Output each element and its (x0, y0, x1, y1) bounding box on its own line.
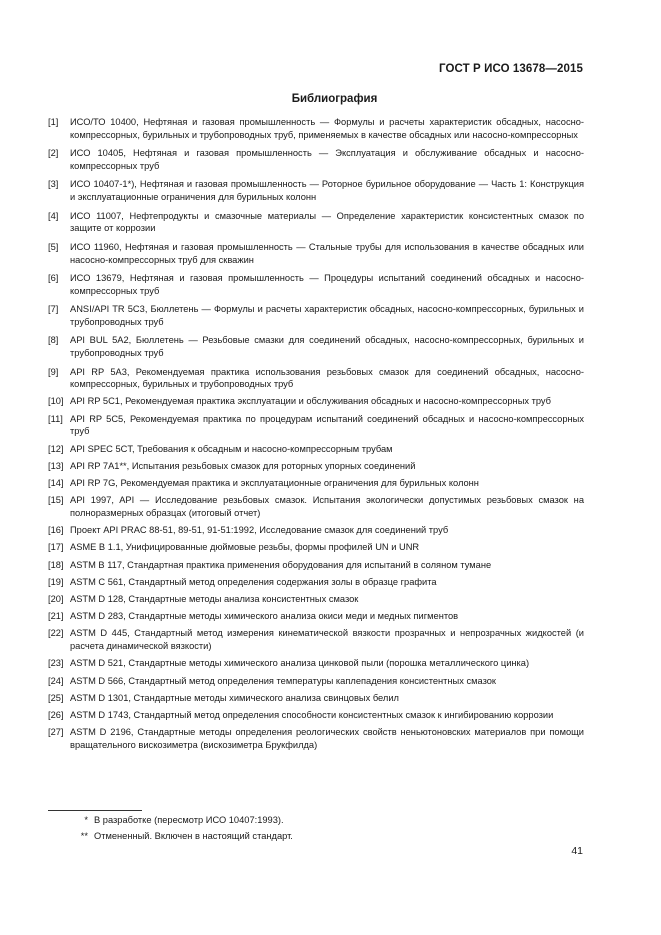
bibliography-item (48, 147, 584, 173)
reference-text: ASTM D 128, Стандартные методы анализа консистентных смазок (70, 593, 359, 604)
reference-number: [6] (48, 272, 59, 283)
reference-text: ASTM D 2196, Стандартные методы определения реологических свойств неньютоновских материалов при помощи вращательного вискозиметра (вискозиметра Брукфилда) (70, 727, 584, 750)
reference-number: [3] (48, 179, 59, 190)
reference-text: API RP 7G, Рекомендуемая практика и эксплуатационные ограничения для бурильных колонн (70, 478, 479, 489)
reference-number: [10] (48, 396, 64, 407)
reference-text: ASTM D 445, Стандартный метод измерения кинематической вязкости прозрачных и непрозрачных жидкостей (и расчета динамической вязкости) (70, 628, 584, 652)
reference-number: [14] (48, 478, 64, 489)
reference-number: [13] (48, 460, 64, 471)
reference-number: [20] (48, 593, 64, 604)
reference-number: [16] (48, 525, 64, 536)
reference-number: [22] (48, 628, 64, 639)
bibliography-item (48, 541, 584, 554)
reference-number: [11] (48, 413, 63, 424)
reference-text: ASTM D 521, Стандартные методы химического анализа цинковой пыли (порошка металлического цинка) (70, 658, 530, 669)
bibliography-item (48, 709, 584, 722)
reference-text: ИСО 10407-1*), Нефтяная и газовая промышленность — Роторное бурильное оборудование — Часть 1: Конструкция и эксплуатационные ограничения для бурильных колонн (70, 179, 584, 203)
reference-number: [7] (48, 304, 59, 315)
reference-number: [5] (48, 241, 59, 252)
reference-number: [25] (48, 692, 64, 703)
reference-text: ASTM D 1743, Стандартный метод определения способности консистентных смазок к ингибированию коррозии (70, 709, 554, 720)
reference-text: Проект API PRAC 88-51, 89-51, 91-51:1992, Исследование смазок для соединений труб (70, 525, 449, 536)
footnote (74, 828, 293, 844)
reference-text: ASTM C 561, Стандартный метод определения содержания золы в образце графита (70, 576, 437, 587)
footnote-mark: * (84, 815, 88, 825)
reference-text: ИСО 13679, Нефтяная и газовая промышленность — Процедуры испытаний соединений обсадных и насосно-компрессорных труб (70, 272, 584, 296)
reference-text: ASTM B 117, Стандартная практика применения оборудования для испытаний в соляном тумане (70, 559, 492, 570)
reference-text: API RP 5C1, Рекомендуемая практика эксплуатации и обслуживания обсадных и насосно-компрессорных труб (70, 396, 552, 407)
reference-text: ANSI/API TR 5C3, Бюллетень — Формулы и расчеты характеристик обсадных, насосно-компрессорных, бурильных и трубопроводных труб (70, 304, 584, 327)
bibliography-item (48, 272, 584, 298)
reference-number: [27] (48, 727, 64, 738)
reference-number: [9] (48, 366, 59, 377)
footnote-text: Отмененный. Включен в настоящий стандарт. (94, 831, 293, 841)
reference-number: [23] (48, 658, 64, 669)
reference-number: [15] (48, 495, 64, 506)
reference-number: [2] (48, 148, 59, 159)
reference-number: [19] (48, 576, 64, 587)
reference-number: [8] (48, 335, 59, 346)
footnote-divider (48, 810, 142, 811)
bibliography-item (48, 443, 584, 456)
footnote (74, 812, 293, 828)
footnotes (74, 812, 293, 844)
footnote-mark: ** (80, 831, 88, 841)
reference-number: [17] (48, 542, 64, 553)
reference-text: ASTM D 566, Стандартный метод определения температуры каплепадения консистентных смазок (70, 675, 496, 686)
reference-text: API RP 5A3, Рекомендуемая практика использования резьбовых смазок для соединений обсадных, насосно-компрессорных, бурильных и трубопроводных труб (70, 366, 584, 390)
reference-text: API 1997, API — Исследование резьбовых смазок. Испытания экологически допустимых резьбовых смазок на полноразмерных образцах (итоговый отчет) (70, 495, 584, 519)
reference-text: API RP 5C5, Рекомендуемая практика по процедурам испытаний соединений обсадных и насосно-компрессорных труб (70, 413, 584, 437)
bibliography-item (48, 413, 584, 439)
bibliography-item (48, 178, 584, 204)
reference-text: API SPEC 5CT, Требования к обсадным и насосно-компрессорным трубам (70, 443, 393, 454)
reference-text: ИСО 11007, Нефтепродукты и смазочные материалы — Определение характеристик консистентных смазок по защите от коррозии (70, 210, 584, 234)
bibliography-item (48, 241, 584, 267)
bibliography-item (48, 395, 584, 408)
bibliography-item (48, 334, 584, 360)
reference-text: ИСО 11960, Нефтяная и газовая промышленность — Стальные трубы для использования в качестве обсадных или насосно-компрессорных труб для скважин (70, 241, 584, 265)
bibliography-item (48, 657, 584, 670)
standard-designation: ГОСТ Р ИСО 13678—2015 (438, 63, 583, 75)
reference-number: [4] (48, 210, 59, 221)
reference-text: ASME B 1.1, Унифицированные дюймовые резьбы, формы профилей UN и UNR (70, 542, 420, 553)
reference-number: [26] (48, 709, 64, 720)
bibliography-item (48, 477, 584, 490)
reference-text: API RP 7A1**, Испытания резьбовых смазок для роторных упорных соединений (70, 460, 416, 471)
bibliography-item (48, 692, 584, 705)
bibliography-item (48, 675, 584, 688)
bibliography-item (48, 210, 584, 236)
bibliography-item (48, 726, 584, 752)
bibliography-item (48, 559, 584, 572)
reference-text: ASTM D 1301, Стандартные методы химического анализа свинцовых белил (70, 692, 399, 703)
reference-number: [12] (48, 443, 64, 454)
bibliography-item (48, 610, 584, 623)
bibliography-item (48, 524, 584, 537)
reference-text: ИСО 10405, Нефтяная и газовая промышленность — Эксплуатация и обслуживание обсадных и насосно-компрессорных труб (70, 148, 584, 171)
bibliography-item (48, 576, 584, 589)
reference-number: [21] (48, 611, 64, 622)
reference-text: ASTM D 283, Стандартные методы химического анализа окиси меди и медных пигментов (70, 611, 459, 622)
reference-text: API BUL 5A2, Бюллетень — Резьбовые смазки для соединений обсадных, насосно-компрессорных, бурильных и трубопроводных труб (70, 335, 584, 359)
bibliography-item (48, 116, 584, 142)
bibliography-item (48, 460, 584, 473)
bibliography-heading: Библиография (291, 93, 378, 105)
reference-number: [18] (48, 559, 64, 570)
bibliography-list (48, 116, 584, 752)
page-number: 41 (571, 845, 583, 857)
bibliography-item (48, 494, 584, 520)
reference-number: [1] (48, 117, 59, 127)
reference-text: ИСО/ТО 10400, Нефтяная и газовая промышленность — Формулы и расчеты характеристик обсадных, насосно-компрессорных, бурильных и трубопроводных труб, применяемых в качестве обсадных или насосно-компрессорных (70, 117, 584, 140)
bibliography-item (48, 593, 584, 606)
bibliography-item (48, 366, 584, 392)
bibliography-item (48, 627, 584, 653)
page-title (0, 93, 661, 105)
reference-number: [24] (48, 675, 64, 686)
footnote-text: В разработке (пересмотр ИСО 10407:1993). (94, 815, 284, 825)
bibliography-item (48, 303, 584, 329)
